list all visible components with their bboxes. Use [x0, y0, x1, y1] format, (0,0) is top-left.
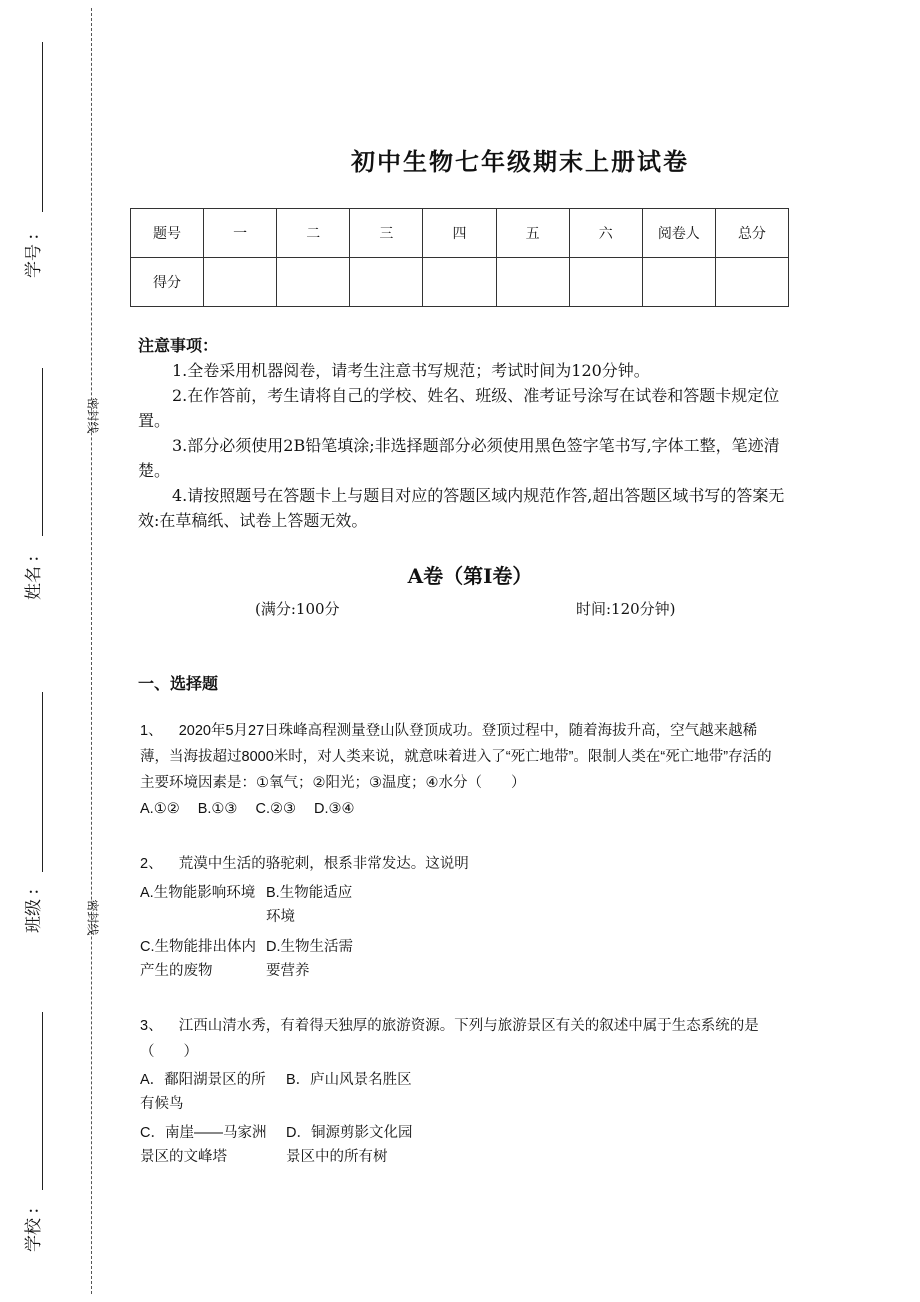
score-cell [715, 258, 788, 307]
notes-heading: 注意事项： [138, 336, 219, 355]
note-item: 2.在作答前，考生请将自己的学校、姓名、班级、准考证号涂写在试卷和答题卡规定位置。 [138, 386, 780, 430]
option-a[interactable]: A．鄱阳湖景区的所有候鸟 [140, 1072, 266, 1112]
question-text: 江西山清水秀，有着得天独厚的旅游资源。下列与旅游景区有关的叙述中属于生态系统的是（ ） [140, 1018, 759, 1060]
exam-time: 时间:120分钟) [576, 600, 676, 618]
score-table-score-row [131, 258, 789, 307]
table-header-cell: 五 [496, 209, 569, 258]
part-heading: 一、选择题 [138, 674, 219, 693]
option-d[interactable]: D.生物生活需要营养 [266, 939, 353, 979]
school-label: ： 学校 [24, 1200, 44, 1252]
table-header-cell: 总分 [715, 209, 788, 258]
option-d[interactable]: D．铜源剪影文化园景区中的所有树 [286, 1125, 413, 1165]
score-cell [642, 258, 715, 307]
question-number: 3、 [140, 1018, 163, 1034]
binding-dashed-line [91, 8, 92, 1294]
full-score: (满分:100分 [255, 600, 340, 618]
question-text: 荒漠中生活的骆驼刺，根系非常发达。这说明 [178, 856, 469, 872]
score-cell [350, 258, 423, 307]
score-cell [423, 258, 496, 307]
name-line [42, 368, 43, 536]
exam-notes [138, 333, 788, 533]
question-text: 2020年5月27日珠峰高程测量登山队登顶成功。登顶过程中，随着海拔升高，空气越来越稀薄，当海拔超过8000米时，对人类来说，就意味着进入了“死亡地带”。限制人类在“死亡地带”存活的主要环境因素是：①氧气；②阳光；③温度；④水分（ ） [140, 723, 772, 791]
table-header-cell: 二 [277, 209, 350, 258]
class-label: ： 班级 [24, 881, 44, 933]
table-header-cell: 题号 [131, 209, 204, 258]
section-title: A卷（第I卷） [407, 564, 533, 588]
question-2 [140, 851, 785, 877]
table-header-cell: 四 [423, 209, 496, 258]
score-cell [496, 258, 569, 307]
option-c[interactable]: C.生物能排出体内产生的废物 [140, 939, 256, 979]
table-header-cell: 六 [569, 209, 642, 258]
score-row-label: 得分 [131, 258, 204, 307]
seal-text-lower: 密封线 [85, 899, 100, 936]
seal-text-upper: 密封线 [85, 397, 100, 434]
option-c[interactable]: C.②③ [255, 801, 296, 817]
option-b[interactable]: B．庐山风景名胜区 [286, 1072, 412, 1088]
student-id-line [42, 42, 43, 212]
option-a[interactable]: A.①② [140, 801, 180, 817]
school-line [42, 1012, 43, 1190]
note-item: 1.全卷采用机器阅卷，请考生注意书写规范；考试时间为120分钟。 [172, 361, 650, 380]
question-1-options [140, 801, 369, 817]
name-label: ： 姓名 [24, 548, 44, 600]
table-header-cell: 一 [204, 209, 277, 258]
option-a[interactable]: A.生物能影响环境 [140, 885, 256, 901]
score-cell [204, 258, 277, 307]
score-cell [277, 258, 350, 307]
table-header-cell: 阅卷人 [642, 209, 715, 258]
question-number: 2、 [140, 856, 163, 872]
score-table [130, 208, 789, 307]
question-number: 1、 [140, 723, 163, 739]
question-3 [140, 1013, 785, 1065]
page-title: 初中生物七年级期末上册试卷 [351, 147, 689, 176]
question-1 [140, 718, 785, 796]
note-item: 3.部分必须使用2B铅笔填涂;非选择题部分必须使用黑色签字笔书写,字体工整，笔迹清楚。 [138, 436, 780, 480]
option-b[interactable]: B.①③ [197, 801, 238, 817]
option-d[interactable]: D.③④ [314, 801, 355, 817]
note-item: 4.请按照题号在答题卡上与题目对应的答题区域内规范作答,超出答题区域书写的答案无效:在草稿纸、试卷上答题无效。 [138, 486, 785, 530]
option-b[interactable]: B.生物能适应环境 [266, 885, 353, 925]
score-cell [569, 258, 642, 307]
option-c[interactable]: C．南崖——马家洲景区的文峰塔 [140, 1125, 267, 1165]
class-line [42, 692, 43, 872]
table-header-cell: 三 [350, 209, 423, 258]
student-id-label: ： 学号 [24, 226, 44, 278]
score-table-header-row [131, 209, 789, 258]
